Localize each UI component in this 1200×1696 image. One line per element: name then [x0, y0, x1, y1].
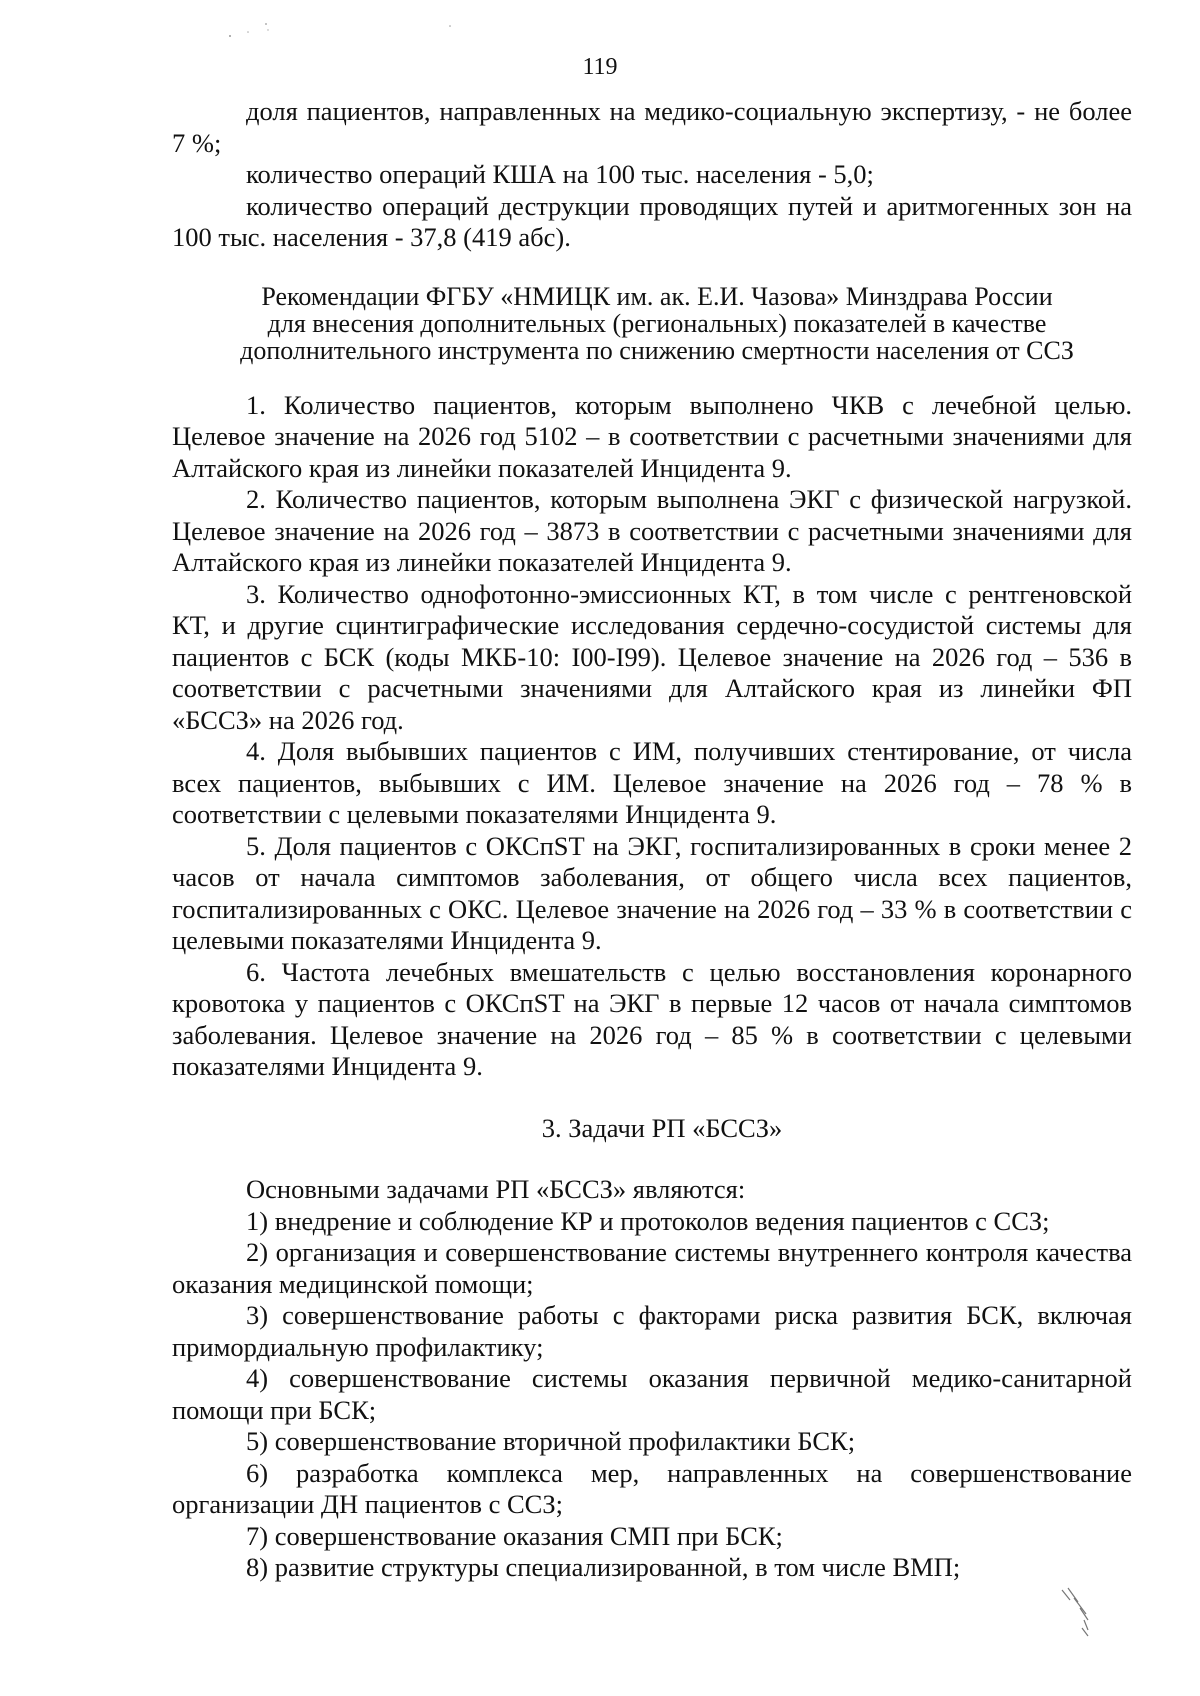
recommendation-item: 6. Частота лечебных вмешательств с целью восстановления коронарного кровотока у пациентов с ОКСпST на ЭКГ в первые 12 часов от начала симптомов заболевания. Целевое значение на 2026 год – 85 % в соответствии с целевыми показателями Инцидента 9. [172, 956, 1132, 1081]
recommendation-item: 5. Доля пациентов с ОКСпST на ЭКГ, госпитализированных в сроки менее 2 часов от начала симптомов заболевания, от общего числа всех пациентов, госпитализированных с ОКС. Целевое значение на 2026 год – 33 % в соответствии с целевыми показателями Инцидента 9. [172, 830, 1132, 955]
scan-specks [210, 14, 490, 44]
task-item: 4) совершенствование системы оказания первичной медико-санитарной помощи при БСК; [172, 1363, 1132, 1425]
page-body [172, 96, 1132, 1584]
intro-paragraph: количество операций КША на 100 тыс. населения - 5,0; [246, 159, 874, 189]
task-item: 6) разработка комплекса мер, направленных на совершенствование организации ДН пациентов с ССЗ; [172, 1457, 1132, 1519]
tasks-intro: Основными задачами РП «БССЗ» являются: [246, 1174, 746, 1204]
task-item: 1) внедрение и соблюдение КР и протоколов ведения пациентов с ССЗ; [246, 1205, 1050, 1236]
recommendation-item: 4. Доля выбывших пациентов с ИМ, получивших стентирование, от числа всех пациентов, выбывших с ИМ. Целевое значение на 2026 год – 78 % в соответствии с целевыми показателями Инцидента 9. [172, 736, 1132, 829]
heading-line: дополнительного инструмента по снижению смертности населения от ССЗ [240, 335, 1074, 365]
recommendation-item: 1. Количество пациентов, которым выполнено ЧКВ с лечебной целью. Целевое значение на 2026 год 5102 – в соответствии с расчетными значениями для Алтайского края из линейки показателей Инцидента 9. [172, 389, 1132, 483]
section-title: 3. Задачи РП «БССЗ» [541, 1112, 783, 1143]
page-number: 119 [582, 54, 618, 80]
task-item: 7) совершенствование оказания СМП при БСК; [246, 1520, 783, 1551]
recommendations-list [172, 390, 1132, 1083]
task-item: 2) организация и совершенствование системы внутреннего контроля качества оказания медицинской помощи; [172, 1237, 1132, 1299]
recommendations-heading [172, 283, 1132, 364]
intro-paragraph: количество операций деструкции проводящих путей и аритмогенных зон на 100 тыс. населения - 37,8 (419 абс). [172, 190, 1132, 252]
recommendation-item: 3. Количество однофотонно-эмиссионных КТ, в том числе с рентгеновской КТ, и другие сцинтиграфические исследования сердечно-сосудистой системы для пациентов с БСК (коды МКБ-10: I00-I99). Целевое значение на 2026 год – 536 в соответствии с расчетными значениями для Алтайского края из линейки ФП «БССЗ» на 2026 год. [172, 578, 1132, 735]
recommendation-item: 2. Количество пациентов, которым выполнена ЭКГ с физической нагрузкой. Целевое значение на 2026 год – 3873 в соответствии с расчетными значениями для Алтайского края из линейки показателей Инцидента 9. [172, 484, 1132, 577]
task-item: 3) совершенствование работы с факторами риска развития БСК, включая примордиальную профилактику; [172, 1300, 1132, 1362]
tasks-list [172, 1206, 1132, 1584]
scan-corner-mark [1058, 1584, 1094, 1638]
task-item: 5) совершенствование вторичной профилактики БСК; [246, 1426, 856, 1456]
heading-line: Рекомендации ФГБУ «НМИЦК им. ак. Е.И. Чазова» Минздрава России [261, 281, 1053, 311]
heading-line: для внесения дополнительных (региональных) показателей в качестве [267, 308, 1047, 338]
task-item: 8) развитие структуры специализированной, в том числе ВМП; [246, 1552, 961, 1582]
intro-paragraph: доля пациентов, направленных на медико-социальную экспертизу, - не более 7 %; [172, 96, 1132, 158]
